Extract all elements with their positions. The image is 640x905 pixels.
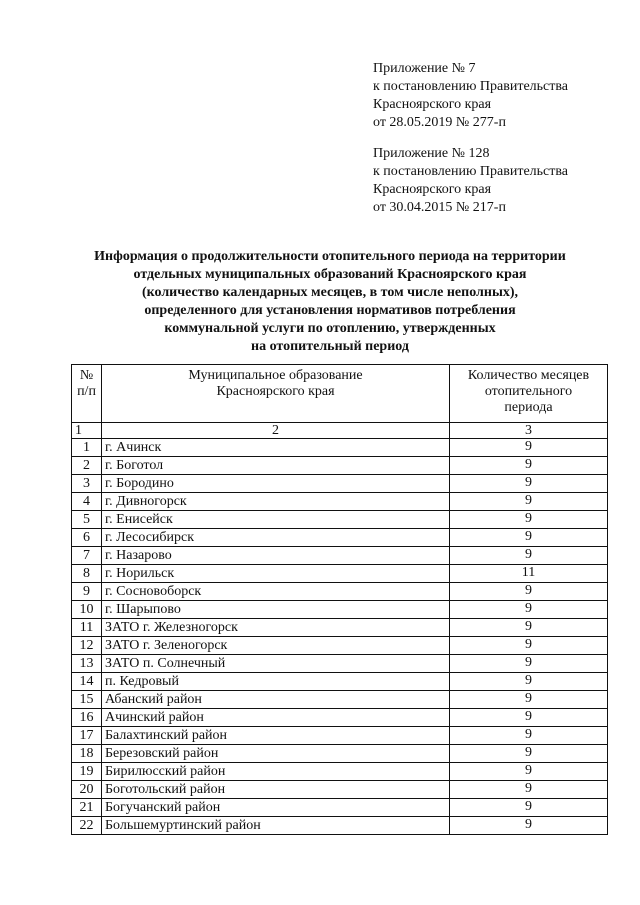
document-title bbox=[60, 248, 600, 356]
header-text: Красноярского края bbox=[216, 384, 335, 399]
table-row bbox=[72, 457, 608, 475]
municipality-name: Боготольский район bbox=[102, 781, 450, 799]
header-text: отопительного bbox=[484, 384, 573, 399]
heating-months: 9 bbox=[450, 763, 608, 781]
table-row bbox=[72, 619, 608, 637]
title-line: на отопительный период bbox=[251, 339, 409, 354]
table-row bbox=[72, 583, 608, 601]
table-row bbox=[72, 799, 608, 817]
table-row bbox=[72, 745, 608, 763]
row-number: 15 bbox=[72, 691, 102, 709]
appendix-region: Красноярского края bbox=[373, 182, 492, 197]
appendix-title: Приложение № 7 bbox=[373, 61, 476, 76]
row-number: 5 bbox=[72, 511, 102, 529]
table-row bbox=[72, 727, 608, 745]
header-months bbox=[450, 365, 608, 423]
municipality-name: Березовский район bbox=[102, 745, 450, 763]
municipality-name: г. Боготол bbox=[102, 457, 450, 475]
title-line: определенного для установления нормативов потребления bbox=[144, 303, 516, 318]
table-row bbox=[72, 763, 608, 781]
header-text: № bbox=[79, 368, 94, 383]
row-number: 8 bbox=[72, 565, 102, 583]
header-municipality bbox=[102, 365, 450, 423]
table-body bbox=[72, 439, 608, 835]
municipality-name: ЗАТО г. Железногорск bbox=[102, 619, 450, 637]
municipality-name: Ачинский район bbox=[102, 709, 450, 727]
appendix-block-7 bbox=[373, 60, 568, 132]
appendix-ref: к постановлению Правительства bbox=[373, 164, 569, 179]
municipality-name: Богучанский район bbox=[102, 799, 450, 817]
municipality-name: г. Назарово bbox=[102, 547, 450, 565]
heating-months: 9 bbox=[450, 529, 608, 547]
title-line: отдельных муниципальных образований Красноярского края bbox=[133, 267, 527, 282]
heating-months: 9 bbox=[450, 691, 608, 709]
header-number bbox=[72, 365, 102, 423]
row-number: 1 bbox=[72, 439, 102, 457]
municipality-name: Большемуртинский район bbox=[102, 817, 450, 835]
row-number: 2 bbox=[72, 457, 102, 475]
header-text: периода bbox=[504, 400, 553, 415]
municipality-name: Абанский район bbox=[102, 691, 450, 709]
column-number: 3 bbox=[450, 423, 608, 439]
row-number: 18 bbox=[72, 745, 102, 763]
row-number: 9 bbox=[72, 583, 102, 601]
appendix-title: Приложение № 128 bbox=[373, 146, 490, 161]
heating-months: 9 bbox=[450, 601, 608, 619]
table-row bbox=[72, 475, 608, 493]
column-number: 2 bbox=[102, 423, 450, 439]
row-number: 3 bbox=[72, 475, 102, 493]
heating-months: 9 bbox=[450, 781, 608, 799]
appendix-region: Красноярского края bbox=[373, 97, 492, 112]
row-number: 20 bbox=[72, 781, 102, 799]
municipality-name: г. Шарыпово bbox=[102, 601, 450, 619]
municipality-name: г. Бородино bbox=[102, 475, 450, 493]
heating-months: 9 bbox=[450, 475, 608, 493]
row-number: 6 bbox=[72, 529, 102, 547]
heating-months: 9 bbox=[450, 511, 608, 529]
heating-months: 9 bbox=[450, 709, 608, 727]
heating-months: 9 bbox=[450, 493, 608, 511]
row-number: 12 bbox=[72, 637, 102, 655]
table-row bbox=[72, 601, 608, 619]
heating-months: 9 bbox=[450, 799, 608, 817]
table-header-row bbox=[72, 365, 608, 423]
heating-months: 9 bbox=[450, 673, 608, 691]
heating-months: 9 bbox=[450, 583, 608, 601]
row-number: 13 bbox=[72, 655, 102, 673]
appendix-date: от 30.04.2015 № 217-п bbox=[373, 200, 506, 215]
table-row bbox=[72, 547, 608, 565]
municipality-name: ЗАТО г. Зеленогорск bbox=[102, 637, 450, 655]
title-line: (количество календарных месяцев, в том числе неполных), bbox=[141, 285, 519, 300]
table-row bbox=[72, 637, 608, 655]
column-number-row bbox=[72, 423, 608, 439]
appendix-block-128 bbox=[373, 145, 568, 217]
heating-months: 9 bbox=[450, 619, 608, 637]
heating-months: 9 bbox=[450, 745, 608, 763]
heating-months: 9 bbox=[450, 817, 608, 835]
table-row bbox=[72, 709, 608, 727]
row-number: 19 bbox=[72, 763, 102, 781]
table-row bbox=[72, 511, 608, 529]
municipality-name: Бирилюсский район bbox=[102, 763, 450, 781]
municipality-name: г. Енисейск bbox=[102, 511, 450, 529]
heating-months: 9 bbox=[450, 457, 608, 475]
table-row bbox=[72, 691, 608, 709]
row-number: 17 bbox=[72, 727, 102, 745]
table-row bbox=[72, 493, 608, 511]
row-number: 16 bbox=[72, 709, 102, 727]
municipality-name: Балахтинский район bbox=[102, 727, 450, 745]
heating-months: 11 bbox=[450, 565, 608, 583]
heating-months: 9 bbox=[450, 727, 608, 745]
heating-period-table bbox=[71, 364, 608, 835]
row-number: 7 bbox=[72, 547, 102, 565]
table-row bbox=[72, 655, 608, 673]
header-text: п/п bbox=[77, 384, 96, 399]
heating-months: 9 bbox=[450, 655, 608, 673]
row-number: 4 bbox=[72, 493, 102, 511]
header-text: Муниципальное образование bbox=[188, 368, 363, 383]
row-number: 14 bbox=[72, 673, 102, 691]
municipality-name: г. Ачинск bbox=[102, 439, 450, 457]
municipality-name: г. Норильск bbox=[102, 565, 450, 583]
table-row bbox=[72, 565, 608, 583]
table-row bbox=[72, 817, 608, 835]
row-number: 10 bbox=[72, 601, 102, 619]
municipality-name: г. Лесосибирск bbox=[102, 529, 450, 547]
heating-months: 9 bbox=[450, 637, 608, 655]
header-text: Количество месяцев bbox=[467, 368, 590, 383]
heating-months: 9 bbox=[450, 547, 608, 565]
municipality-name: ЗАТО п. Солнечный bbox=[102, 655, 450, 673]
row-number: 11 bbox=[72, 619, 102, 637]
municipality-name: п. Кедровый bbox=[102, 673, 450, 691]
table-row bbox=[72, 781, 608, 799]
row-number: 21 bbox=[72, 799, 102, 817]
title-line: коммунальной услуги по отоплению, утвержденных bbox=[164, 321, 496, 336]
appendix-date: от 28.05.2019 № 277-п bbox=[373, 115, 506, 130]
title-line: Информация о продолжительности отопительного периода на территории bbox=[94, 249, 566, 264]
row-number: 22 bbox=[72, 817, 102, 835]
municipality-name: г. Дивногорск bbox=[102, 493, 450, 511]
appendix-ref: к постановлению Правительства bbox=[373, 79, 569, 94]
table-row bbox=[72, 439, 608, 457]
column-number: 1 bbox=[72, 423, 102, 439]
municipality-name: г. Сосновоборск bbox=[102, 583, 450, 601]
table-row bbox=[72, 529, 608, 547]
table-row bbox=[72, 673, 608, 691]
heating-months: 9 bbox=[450, 439, 608, 457]
